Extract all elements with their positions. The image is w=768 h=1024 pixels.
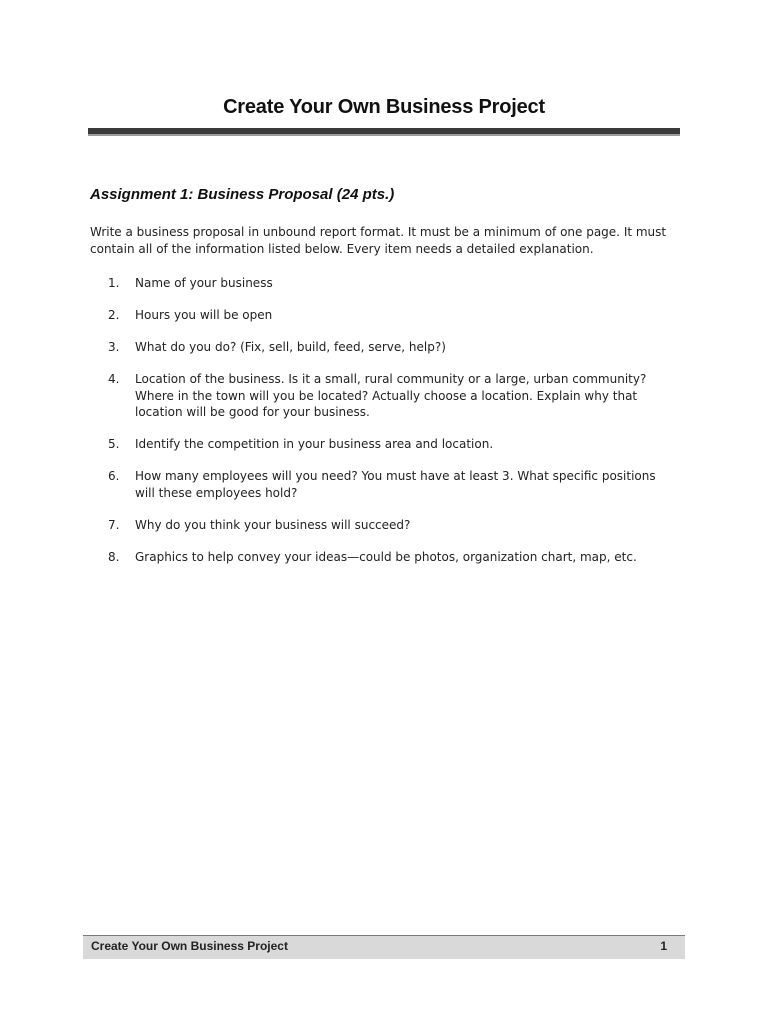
list-item-text: Identify the competition in your business area and location. xyxy=(135,437,494,451)
list-item-number: 6. xyxy=(108,469,120,483)
list-item-number: 1. xyxy=(108,276,120,290)
list-item-text: Name of your business xyxy=(135,276,273,290)
list-item-text: What do you do? (Fix, sell, build, feed, serve, help?) xyxy=(135,340,446,354)
list-item xyxy=(108,307,668,324)
list-item xyxy=(108,339,668,356)
intro-paragraph: Write a business proposal in unbound report format. It must be a minimum of one page. It must contain all of the information listed below. Every item needs a detailed explanation. xyxy=(90,225,667,256)
list-item xyxy=(108,275,668,292)
list-item xyxy=(108,436,668,453)
title-divider xyxy=(88,128,680,136)
list-item-text: Why do you think your business will succeed? xyxy=(135,517,411,532)
footer-title: Create Your Own Business Project xyxy=(91,939,288,953)
list-item xyxy=(108,517,668,534)
list-item xyxy=(108,549,668,566)
page-footer xyxy=(83,935,685,959)
list-item-number: 7. xyxy=(108,517,120,532)
list-item-number: 3. xyxy=(108,340,120,354)
list-item-text: Location of the business. Is it a small, rural community or a large, urban community? Where in the town will you be located? Actually choose a location. Explain why that location will be good for your business. xyxy=(135,372,647,419)
page-title: Create Your Own Business Project xyxy=(223,96,545,118)
list-item-number: 5. xyxy=(108,437,120,451)
list-item xyxy=(108,468,668,501)
page-number: 1 xyxy=(660,939,667,953)
list-item-number: 2. xyxy=(108,308,120,322)
assignment-heading: Assignment 1: Business Proposal (24 pts.) xyxy=(90,186,395,203)
list-item xyxy=(108,371,668,421)
list-item-text: Hours you will be open xyxy=(135,308,273,322)
list-item-number: 4. xyxy=(108,372,120,386)
list-item-number: 8. xyxy=(108,549,120,564)
requirements-list xyxy=(108,275,668,581)
list-item-text: How many employees will you need? You must have at least 3. What specific positions will these employees hold? xyxy=(135,469,656,500)
list-item-text: Graphics to help convey your ideas—could be photos, organization chart, map, etc. xyxy=(135,549,637,564)
